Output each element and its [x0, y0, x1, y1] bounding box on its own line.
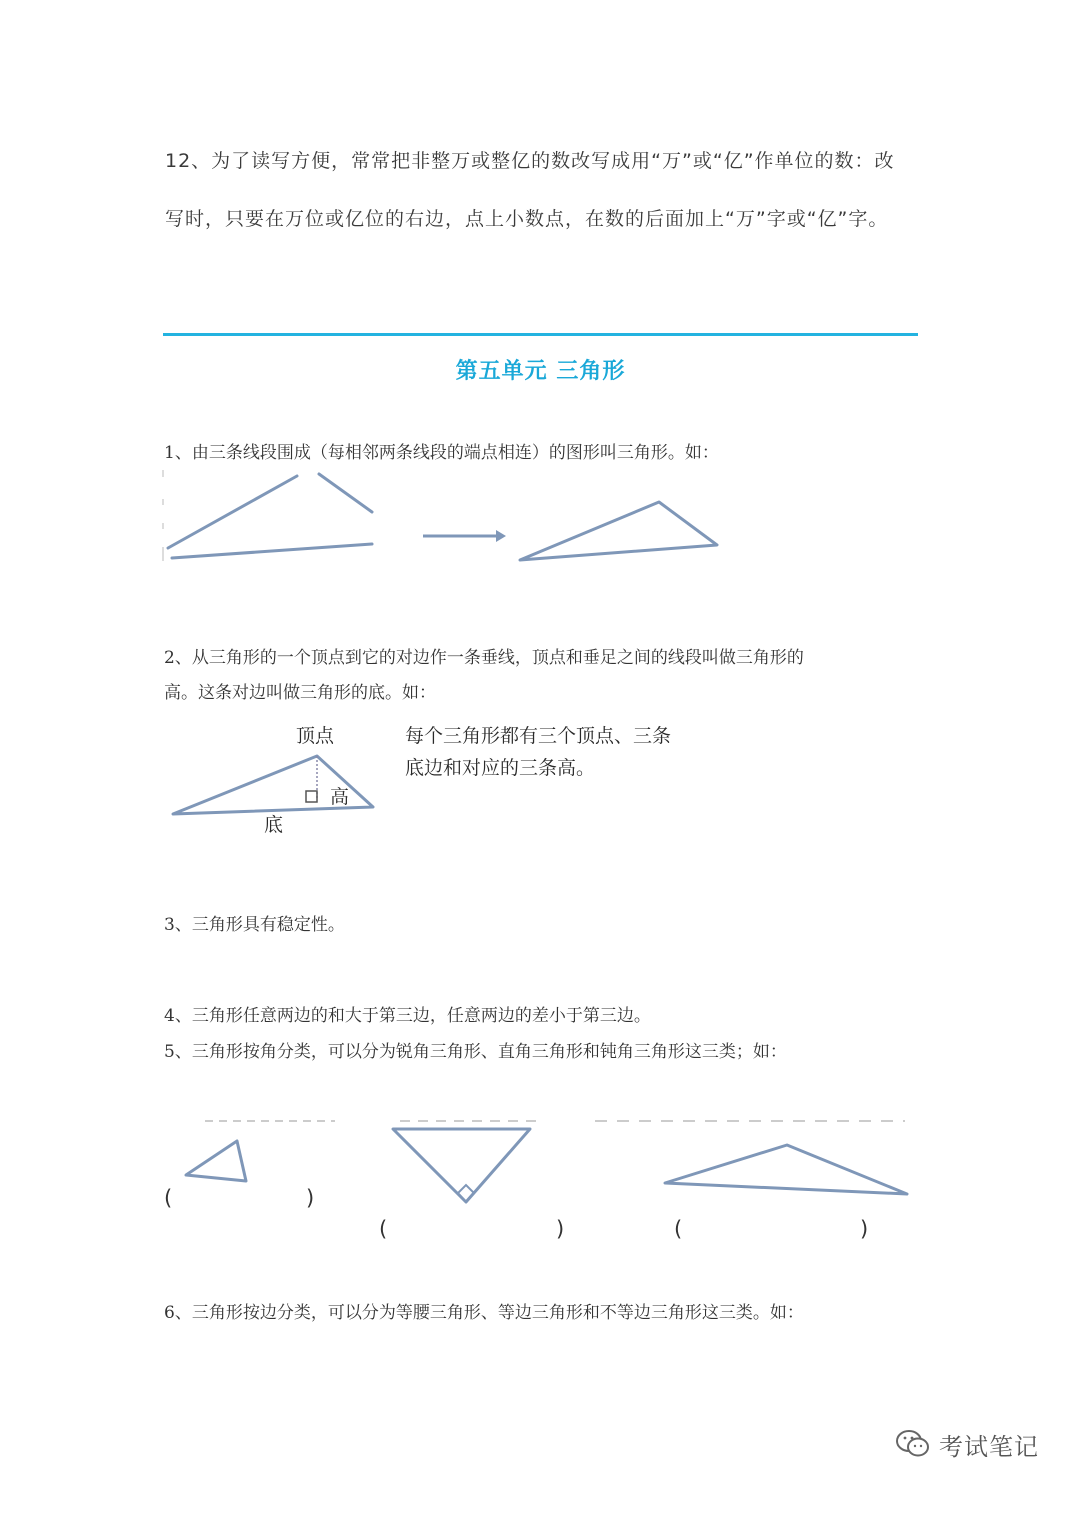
height-note-line1: 每个三角形都有三个顶点、三条	[405, 725, 672, 747]
height-note-line2: 底边和对应的三条高。	[405, 757, 596, 779]
unit-title: 第五单元 三角形	[455, 359, 626, 384]
right-triangle	[393, 1129, 530, 1202]
section12-line1: 12、为了读写方便，常常把非整万或整亿的数改写成用“万”或“亿”作单位的数：改	[165, 150, 895, 172]
three-segments-diagram	[160, 465, 740, 575]
watermark	[895, 1422, 1039, 1466]
obtuse-triangle	[665, 1145, 907, 1194]
wechat-icon	[895, 1428, 931, 1460]
point-4: 4、三角形任意两边的和大于第三边，任意两边的差小于第三边。	[164, 1006, 651, 1026]
point-5: 5、三角形按角分类，可以分为锐角三角形、直角三角形和钝角三角形这三类；如：	[164, 1042, 787, 1062]
height-label: 高	[330, 786, 350, 808]
blank-2-left: (	[379, 1217, 388, 1241]
arrow-right-icon	[423, 530, 506, 542]
angle-classification-diagram	[160, 1115, 920, 1225]
segment-c	[172, 544, 372, 558]
base-label: 底	[264, 814, 284, 836]
point-2-line2: 高。这条对边叫做三角形的底。如：	[164, 683, 436, 703]
section12-line2: 写时，只要在万位或亿位的右边，点上小数点，在数的后面加上“万”字或“亿”字。	[165, 208, 889, 230]
blank-2-right: )	[556, 1217, 565, 1241]
point-6: 6、三角形按边分类，可以分为等腰三角形、等边三角形和不等边三角形这三类。如：	[164, 1303, 804, 1323]
blank-1-right: )	[306, 1186, 315, 1210]
blank-1-left: (	[164, 1186, 173, 1210]
blank-3-left: (	[674, 1217, 683, 1241]
vertex-label: 顶点	[296, 725, 335, 747]
point-1: 1、由三条线段围成（每相邻两条线段的端点相连）的图形叫三角形。如：	[164, 443, 719, 463]
formed-triangle	[520, 502, 717, 560]
segment-a	[168, 476, 297, 548]
watermark-text: 考试笔记	[939, 1432, 1039, 1461]
point-2-line1: 2、从三角形的一个顶点到它的对边作一条垂线，顶点和垂足之间的线段叫做三角形的	[164, 648, 804, 668]
segment-b	[319, 474, 372, 512]
point-3: 3、三角形具有稳定性。	[164, 915, 345, 935]
unit-divider	[163, 333, 918, 336]
right-angle-marker	[306, 791, 317, 802]
acute-triangle	[186, 1141, 246, 1181]
blank-3-right: )	[860, 1217, 869, 1241]
